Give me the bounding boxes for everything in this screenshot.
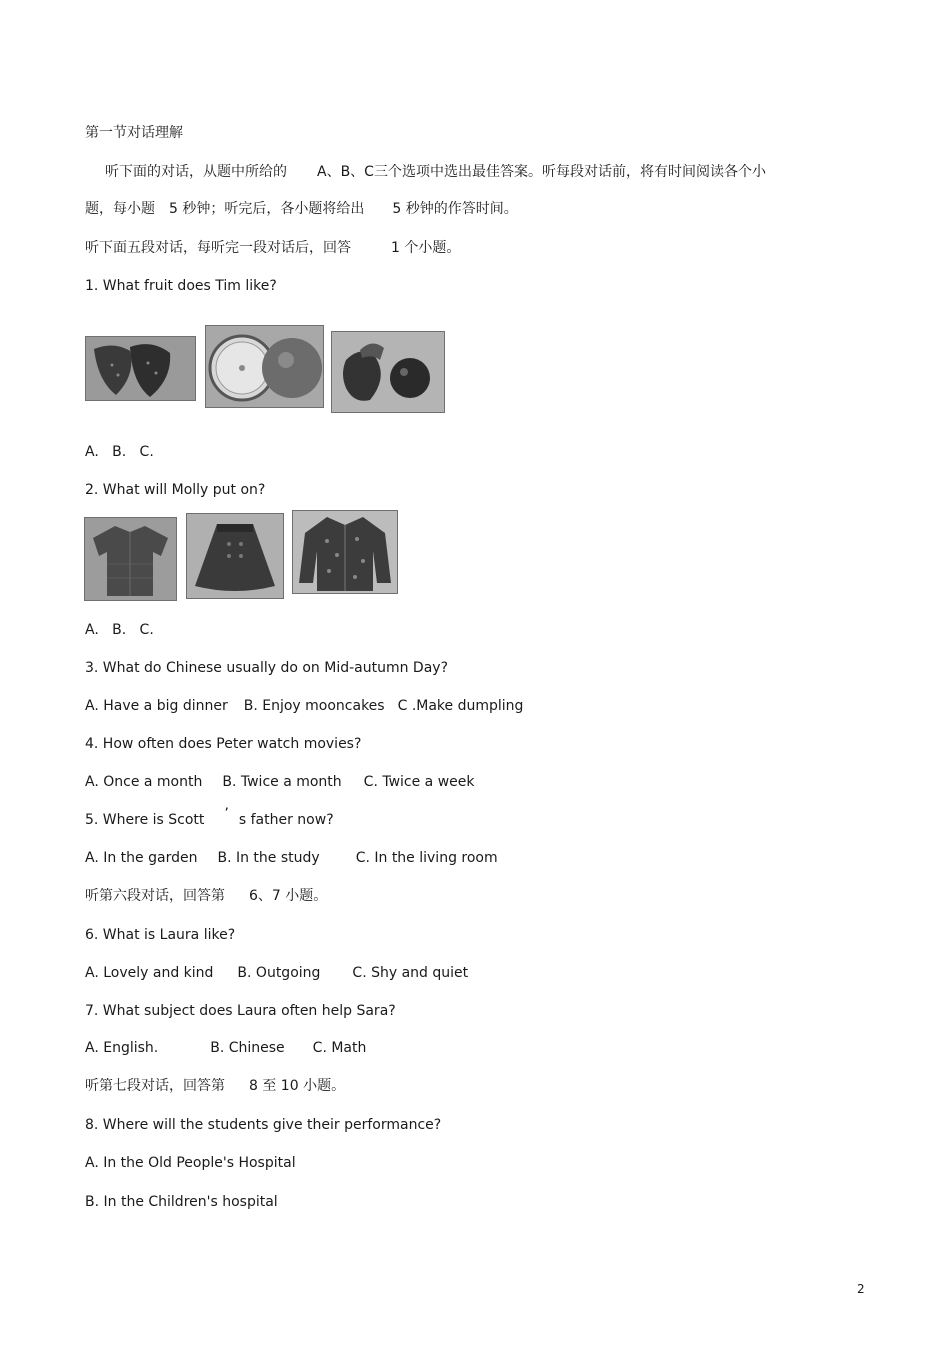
part1-intro: 听下面五段对话，每听完一段对话后，回答 1 个小题。 (85, 240, 461, 256)
apples-icon (332, 332, 444, 412)
shirt-icon (85, 518, 176, 600)
part3-intro: 听第七段对话，回答第 8 至 10 小题。 (85, 1078, 346, 1094)
shirt-image (84, 517, 177, 601)
q3-question: 3. What do Chinese usually do on Mid-autumn Day? (85, 660, 449, 676)
section-title: 第一节对话理解 (85, 125, 183, 141)
q3-options: A. Have a big dinner B. Enjoy mooncakes C .Make dumpling (85, 698, 524, 714)
q1-options: A. B. C. (85, 444, 154, 460)
instructions-line-2: 题，每小题 5 秒钟；听完后，各小题将给出 5 秒钟的作答时间。 (85, 201, 518, 217)
q7-question: 7. What subject does Laura often help Sara? (85, 1003, 396, 1019)
jacket-icon (293, 511, 397, 593)
part2-intro: 听第六段对话，回答第 6、7 小题。 (85, 888, 328, 904)
q4-question: 4. How often does Peter watch movies? (85, 736, 362, 752)
page-number: 2 (857, 1282, 865, 1296)
q2-question: 2. What will Molly put on? (85, 482, 266, 498)
apples-image (331, 331, 445, 413)
orange-icon (206, 326, 323, 407)
strawberries-image (85, 336, 196, 401)
strawberries-icon (86, 337, 195, 400)
q4-options: A. Once a month B. Twice a month C. Twice a week (85, 774, 475, 790)
q5-options: A. In the garden B. In the study C. In the living room (85, 850, 498, 866)
skirt-image (186, 513, 284, 599)
jacket-image (292, 510, 398, 594)
q8-option-a: A. In the Old People's Hospital (85, 1155, 296, 1171)
q2-options: A. B. C. (85, 622, 154, 638)
q6-options: A. Lovely and kind B. Outgoing C. Shy and quiet (85, 965, 469, 981)
q8-option-b: B. In the Children's hospital (85, 1194, 278, 1210)
skirt-icon (187, 514, 283, 598)
orange-image (205, 325, 324, 408)
instructions-line-1: 听下面的对话，从题中所给的 A、B、C三个选项中选出最佳答案。听每段对话前，将有时间阅读各个小 (105, 164, 766, 180)
q6-question: 6. What is Laura like? (85, 927, 236, 943)
q7-options: A. English. B. Chinese C. Math (85, 1040, 367, 1056)
q5-question: 5. Where is Scott ’ s father now? (85, 806, 334, 828)
q1-question: 1. What fruit does Tim like? (85, 278, 277, 294)
q8-question: 8. Where will the students give their performance? (85, 1117, 442, 1133)
